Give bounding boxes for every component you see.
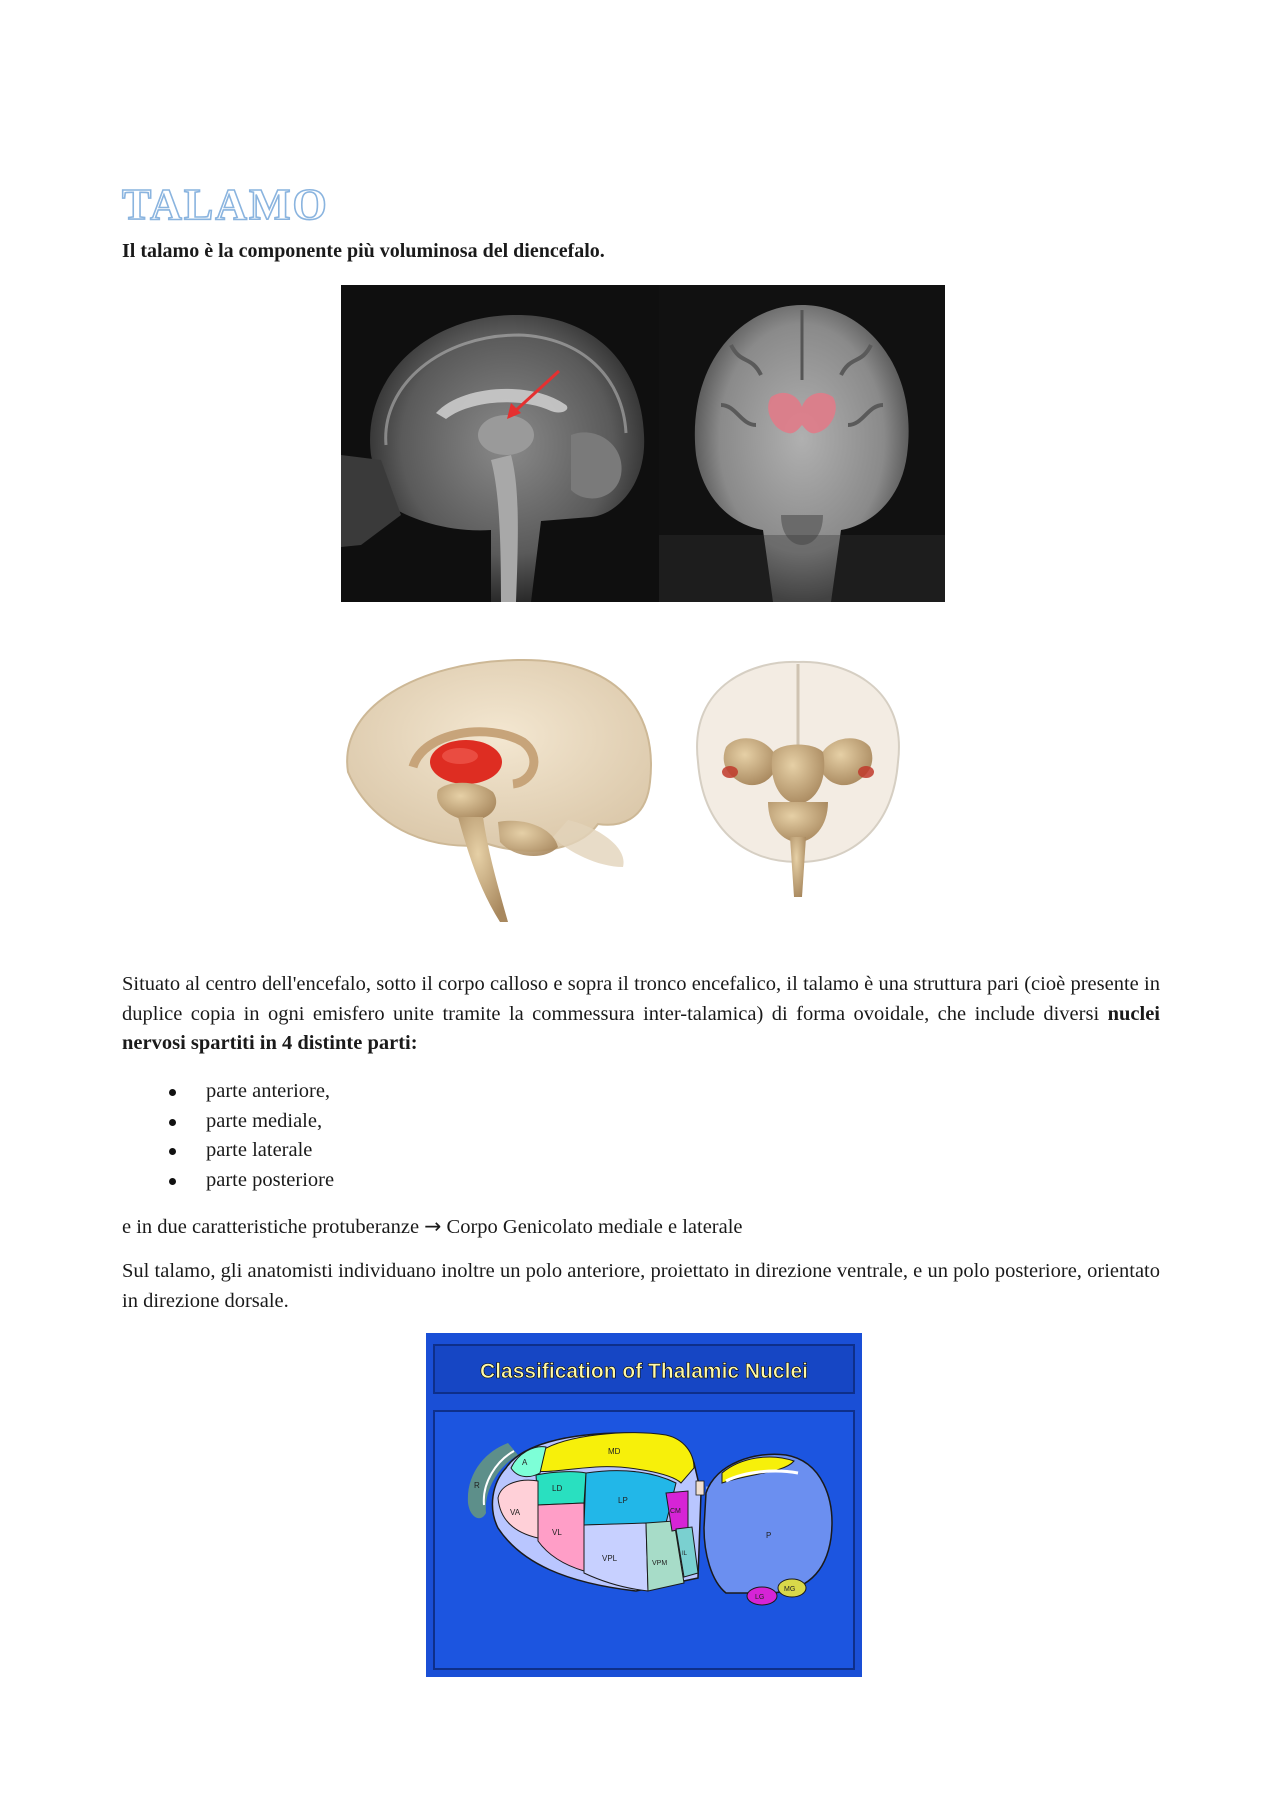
list-item: parte laterale (122, 1136, 334, 1166)
description-text: Situato al centro dell'encefalo, sotto il corpo calloso e sopra il tronco encefalico, il talamo è una struttura pari (cioè presente in duplice copia in ogni emisfero unite tramite la commessura inter-talamica) di forma ovoidale, che include diversi (122, 973, 1160, 1025)
mri-images (341, 285, 945, 602)
protuberances-paragraph: e in due caratteristiche protuberanze → Corpo Genicolato mediale e laterale (122, 1214, 743, 1238)
svg-text:R: R (474, 1481, 480, 1490)
poles-paragraph: Sul talamo, gli anatomisti individuano inoltre un polo anteriore, proiettato in direzione ventrale, e un polo posteriore, orientato in direzione dorsale. (122, 1260, 1160, 1312)
arrow-icon: → (424, 1214, 442, 1238)
svg-text:MD: MD (608, 1447, 621, 1456)
3d-brain-renderings (328, 652, 988, 940)
svg-text:P: P (766, 1531, 772, 1540)
thalamic-nuclei-figure (426, 1333, 862, 1677)
lateral-3d-brain (347, 660, 651, 922)
svg-text:VA: VA (510, 1508, 521, 1517)
svg-text:VPM: VPM (652, 1560, 668, 1567)
list-item: parte anteriore, (122, 1077, 334, 1107)
frontal-3d-brain (697, 662, 899, 897)
svg-text:IL: IL (682, 1551, 688, 1557)
figure-title: Classification of Thalamic Nuclei (480, 1360, 808, 1383)
svg-text:MG: MG (784, 1586, 796, 1593)
description-paragraph (122, 970, 1160, 1059)
description-bold: nuclei nervosi spartiti in 4 distinte parti: (122, 1002, 1160, 1054)
svg-text:LP: LP (618, 1496, 628, 1505)
sagittal-mri (341, 285, 659, 602)
svg-text:A: A (522, 1458, 528, 1467)
page-title: TALAMO (122, 180, 329, 229)
svg-text:LG: LG (755, 1594, 765, 1601)
coronal-mri (659, 285, 945, 602)
intro-sentence: Il talamo è la componente più voluminosa del diencefalo. (122, 240, 605, 262)
list-item: parte mediale, (122, 1107, 334, 1137)
thalamus-parts-list (122, 1077, 334, 1195)
list-item: parte posteriore (122, 1166, 334, 1196)
svg-text:CM: CM (670, 1508, 681, 1515)
svg-text:VPL: VPL (602, 1554, 618, 1563)
svg-text:LD: LD (552, 1484, 563, 1493)
svg-text:VL: VL (552, 1528, 562, 1537)
